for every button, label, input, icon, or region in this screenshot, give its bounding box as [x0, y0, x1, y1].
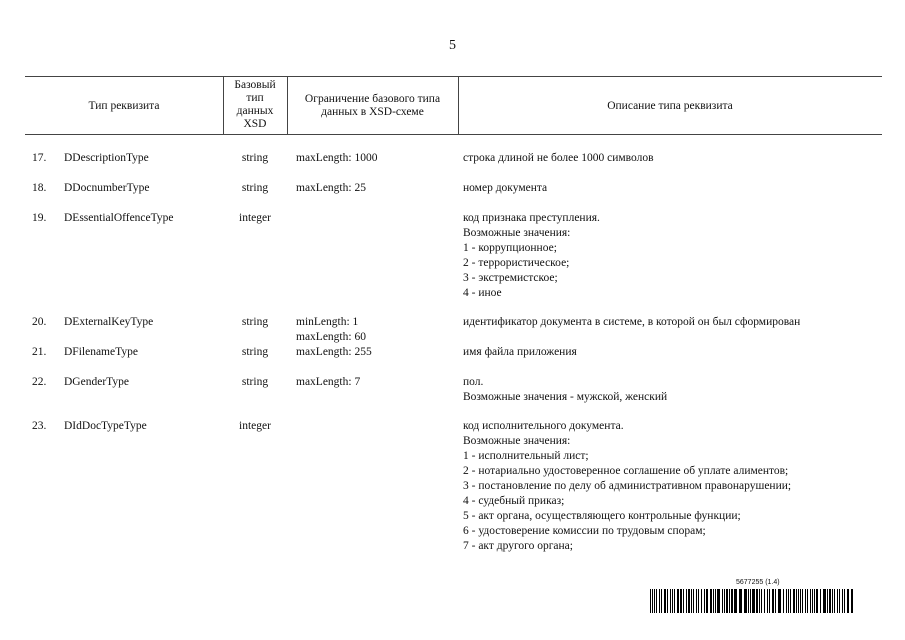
row-number: 23.	[32, 420, 47, 432]
barcode-bar	[829, 589, 831, 613]
barcode-bar	[775, 589, 776, 613]
description-line: код исполнительного документа.	[463, 420, 624, 432]
barcode-bar	[767, 589, 768, 613]
header-base-line: XSD	[243, 118, 267, 130]
barcode-bar	[800, 589, 801, 613]
table-top-rule	[25, 76, 882, 77]
description-line: 6 - удостоверение комиссии по трудовым спорам;	[463, 525, 706, 537]
barcode-bar	[652, 589, 653, 613]
row-number: 20.	[32, 316, 47, 328]
barcode-bar	[724, 589, 725, 613]
barcode-bar	[726, 589, 728, 613]
description-line: 7 - акт другого органа;	[463, 540, 573, 552]
barcode-bar	[816, 589, 818, 613]
barcode-bar	[680, 589, 682, 613]
type-name: DDescriptionType	[64, 152, 149, 164]
row-number: 19.	[32, 212, 47, 224]
header-constraint-line: данных в XSD-схеме	[321, 106, 424, 118]
barcode-bar	[832, 589, 833, 613]
description-cell	[463, 315, 883, 330]
base-type: string	[241, 182, 269, 194]
description-cell	[463, 419, 883, 554]
header-description: Описание типа реквизита	[607, 100, 733, 112]
row-number: 18.	[32, 182, 47, 194]
barcode-bar	[686, 589, 687, 613]
description-line: 2 - террористическое;	[463, 257, 570, 269]
barcode-bar	[842, 589, 843, 613]
description-line: 4 - судебный приказ;	[463, 495, 565, 507]
description-line: 1 - коррупционное;	[463, 242, 557, 254]
row-number: 22.	[32, 376, 47, 388]
barcode-bar	[667, 589, 668, 613]
barcode-bar	[839, 589, 840, 613]
barcode-bar	[715, 589, 716, 613]
description-cell	[463, 151, 883, 166]
barcode-bar	[722, 589, 723, 613]
barcode-bar	[739, 589, 742, 613]
constraint-line: maxLength: 1000	[296, 152, 378, 164]
barcode-bar	[834, 589, 835, 613]
type-name: DEssentialOffenceType	[64, 212, 174, 224]
barcode-bar	[793, 589, 795, 613]
barcode-image	[650, 589, 855, 613]
type-name: DFilenameType	[64, 346, 138, 358]
type-name: DDocnumberType	[64, 182, 150, 194]
description-line: 3 - постановление по делу об административном правонарушении;	[463, 480, 792, 492]
description-line: пол.	[463, 376, 484, 388]
barcode-bar	[698, 589, 699, 613]
description-line: 2 - нотариально удостоверенное соглашение об уплате алиментов;	[463, 465, 789, 477]
barcode-bar	[683, 589, 684, 613]
barcode-bar	[731, 589, 733, 613]
barcode-bar	[802, 589, 803, 613]
table-header-bottom-rule	[25, 134, 882, 135]
barcode-bar	[778, 589, 781, 613]
constraint-line: maxLength: 7	[296, 376, 361, 388]
barcode-bar	[752, 589, 755, 613]
constraint-cell	[296, 375, 446, 390]
description-cell	[463, 345, 883, 360]
barcode-bar	[812, 589, 813, 613]
description-line: код признака преступления.	[463, 212, 600, 224]
barcode-bar	[691, 589, 692, 613]
barcode-bar	[650, 589, 651, 613]
header-constraint-line: Ограничение базового типа	[304, 93, 441, 105]
constraint-cell	[296, 315, 446, 345]
barcode-bar	[786, 589, 787, 613]
barcode-bar	[810, 589, 811, 613]
base-type: integer	[239, 212, 271, 224]
barcode-bar	[769, 589, 770, 613]
barcode-bar	[798, 589, 799, 613]
barcode-bar	[783, 589, 784, 613]
barcode-bar	[827, 589, 828, 613]
barcode-bar	[677, 589, 679, 613]
barcode-bar	[696, 589, 697, 613]
barcode-bar	[750, 589, 751, 613]
constraint-line: minLength: 1	[296, 316, 359, 328]
barcode-bar	[704, 589, 705, 613]
header-base-line: Базовый	[234, 79, 276, 91]
type-name: DIdDocTypeType	[64, 420, 147, 432]
constraint-line: maxLength: 60	[296, 331, 366, 343]
description-line: 5 - акт органа, осуществляющего контрольные функции;	[463, 510, 741, 522]
page-number: 5	[449, 38, 456, 53]
description-cell	[463, 181, 883, 196]
barcode-bar	[748, 589, 749, 613]
barcode-bar	[823, 589, 826, 613]
barcode-bar	[693, 589, 694, 613]
constraint-cell	[296, 345, 446, 360]
barcode-bar	[807, 589, 808, 613]
barcode-bar	[729, 589, 730, 613]
barcode-bar	[759, 589, 760, 613]
barcode-bar	[788, 589, 789, 613]
barcode-bar	[659, 589, 660, 613]
header-base-line: тип	[246, 92, 264, 104]
barcode-caption: 5677255 (1.4)	[736, 579, 780, 586]
constraint-cell	[296, 181, 446, 196]
barcode-bar	[805, 589, 806, 613]
description-line: строка длиной не более 1000 символов	[463, 152, 654, 164]
barcode-bar	[772, 589, 774, 613]
barcode-bar	[688, 589, 690, 613]
base-type: integer	[239, 420, 271, 432]
description-line: Возможные значения:	[463, 435, 571, 447]
barcode-bar	[814, 589, 815, 613]
barcode-bar	[744, 589, 747, 613]
description-line: 4 - иное	[463, 287, 502, 299]
constraint-cell	[296, 151, 446, 166]
barcode-bar	[844, 589, 845, 613]
base-type: string	[241, 346, 269, 358]
base-type: string	[241, 376, 269, 388]
description-line: 1 - исполнительный лист;	[463, 450, 589, 462]
barcode-bar	[717, 589, 720, 613]
base-type: string	[241, 316, 269, 328]
barcode-bar	[670, 589, 671, 613]
description-line: Возможные значения - мужской, женский	[463, 391, 668, 403]
header-base-line: данных	[236, 105, 274, 117]
barcode-bar	[847, 589, 849, 613]
row-number: 17.	[32, 152, 47, 164]
description-line: Возможные значения:	[463, 227, 571, 239]
description-line: идентификатор документа в системе, в которой он был сформирован	[463, 316, 801, 328]
description-line: имя файла приложения	[463, 346, 577, 358]
base-type: string	[241, 152, 269, 164]
barcode-bar	[756, 589, 758, 613]
barcode-bar	[672, 589, 673, 613]
barcode-bar	[664, 589, 666, 613]
barcode-bar	[701, 589, 702, 613]
constraint-line: maxLength: 255	[296, 346, 372, 358]
barcode-bar	[764, 589, 765, 613]
barcode-bar	[790, 589, 791, 613]
description-line: номер документа	[463, 182, 548, 194]
barcode-bar	[710, 589, 712, 613]
barcode-bar	[656, 589, 657, 613]
barcode-bar	[837, 589, 838, 613]
type-name: DExternalKeyType	[64, 316, 154, 328]
barcode-bar	[734, 589, 737, 613]
barcode-bar	[661, 589, 662, 613]
barcode-bar	[761, 589, 762, 613]
barcode-bar	[851, 589, 853, 613]
barcode-bar	[654, 589, 655, 613]
description-line: 3 - экстремистское;	[463, 272, 558, 284]
constraint-line: maxLength: 25	[296, 182, 366, 194]
header-constraint	[287, 93, 458, 119]
barcode-bar	[820, 589, 821, 613]
row-number: 21.	[32, 346, 47, 358]
description-cell	[463, 375, 883, 405]
barcode-bar	[796, 589, 797, 613]
barcode-bar	[674, 589, 675, 613]
type-name: DGenderType	[64, 376, 129, 388]
header-type: Тип реквизита	[88, 100, 160, 112]
barcode-bar	[706, 589, 708, 613]
description-cell	[463, 211, 883, 301]
header-base-type	[223, 79, 287, 131]
barcode-bar	[713, 589, 714, 613]
